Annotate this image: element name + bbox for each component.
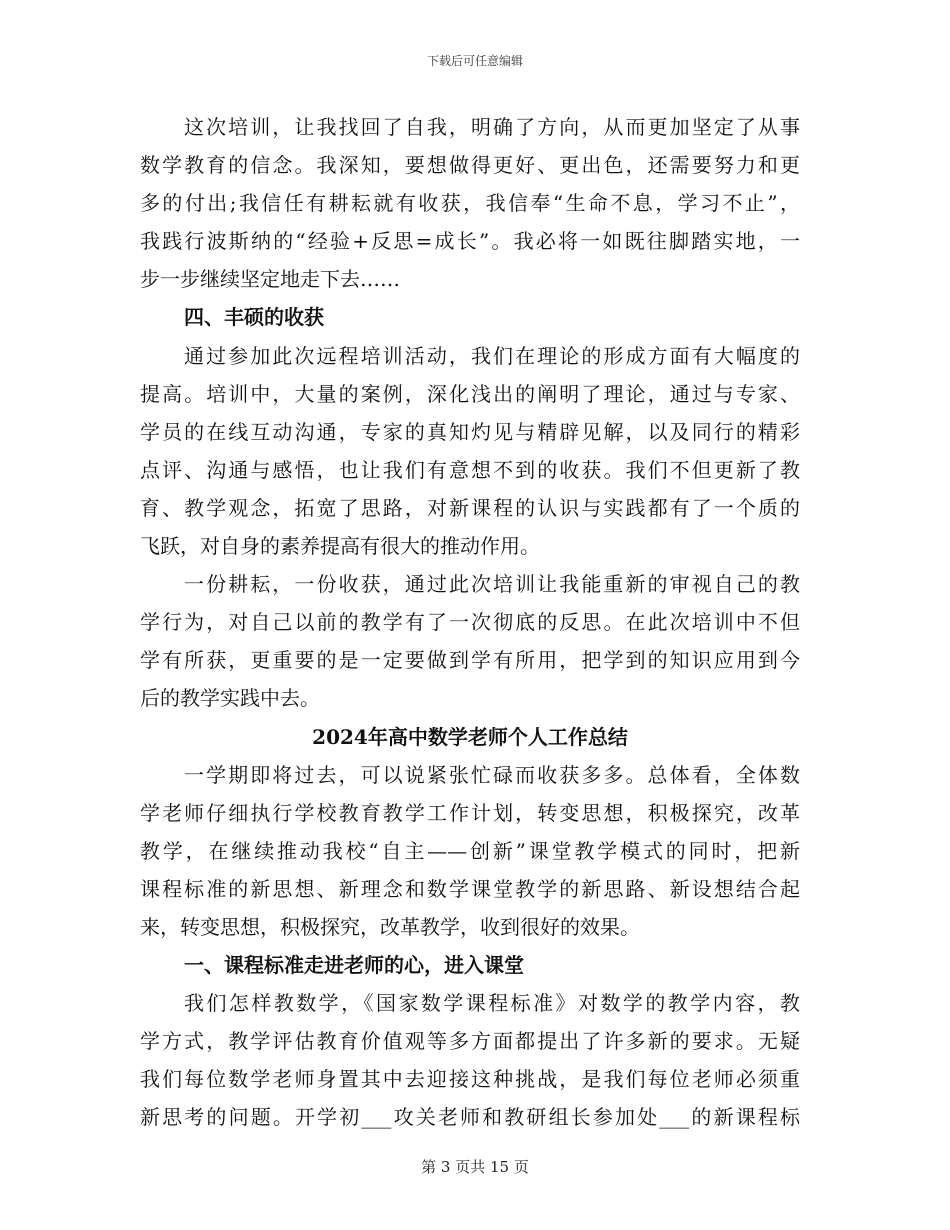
paragraph-line: 学行为，对自己以前的教学有了一次彻底的反思。在此次培训中不但 (140, 610, 800, 635)
document-title: 2024年高中数学老师个人工作总结 (312, 724, 628, 749)
paragraph-line: 我践行波斯纳的“经验+反思=成长”。我必将一如既往脚踏实地，一 (140, 229, 800, 254)
paragraph-line: 通过参加此次远程培训活动，我们在理论的形成方面有大幅度的 (184, 343, 800, 368)
section-heading: 四、丰硕的收获 (184, 305, 324, 330)
paragraph-line: 新思考的问题。开学初___攻关老师和教研组长参加处___的新课程标 (140, 1105, 800, 1130)
paragraph-line: 飞跃，对自身的素养提高有很大的推动作用。 (140, 534, 540, 559)
paragraph-line: 学老师仔细执行学校教育教学工作计划，转变思想，积极探究，改革 (140, 800, 800, 825)
paragraph-line: 课程标准的新思想、新理念和数学课堂教学的新思路、新设想结合起 (140, 876, 800, 901)
paragraph-line: 学方式，教学评估教育价值观等多方面都提出了许多新的要求。无疑 (140, 1029, 800, 1054)
section-heading: 一、课程标准走进老师的心，进入课堂 (184, 953, 524, 978)
paragraph-line: 提高。培训中，大量的案例，深化浅出的阐明了理论，通过与专家、 (140, 381, 800, 406)
page-footer: 第 3 页共 15 页 (421, 1158, 529, 1176)
paragraph-line: 学有所获，更重要的是一定要做到学有所用，把学到的知识应用到今 (140, 648, 800, 673)
paragraph-line: 学员的在线互动沟通，专家的真知灼见与精辟见解，以及同行的精彩 (140, 419, 800, 444)
paragraph-line: 一份耕耘，一份收获，通过此次培训让我能重新的审视自己的教 (184, 572, 800, 597)
paragraph-line: 一学期即将过去，可以说紧张忙碌而收获多多。总体看，全体数 (184, 762, 800, 787)
paragraph-line: 后的教学实践中去。 (140, 686, 320, 711)
paragraph-line: 这次培训，让我找回了自我，明确了方向，从而更加坚定了从事 (184, 115, 800, 139)
paragraph-line: 我们每位数学老师身置其中去迎接这种挑战，是我们每位老师必须重 (140, 1067, 800, 1092)
paragraph-line: 点评、沟通与感悟，也让我们有意想不到的收获。我们不但更新了教 (140, 457, 800, 482)
paragraph-line: 数学教育的信念。我深知，要想做得更好、更出色，还需要努力和更 (140, 153, 800, 178)
paragraph-line: 教学，在继续推动我校“自主——创新”课堂教学模式的同时，把新 (140, 838, 800, 863)
paragraph-line: 步一步继续坚定地走下去…… (140, 267, 400, 292)
page-header: 下载后可任意编辑 (426, 54, 523, 68)
paragraph-line: 我们怎样教数学，《国家数学课程标准》对数学的教学内容，教 (184, 991, 800, 1016)
document-body (140, 108, 800, 1137)
paragraph-line: 育、教学观念，拓宽了思路，对新课程的认识与实践都有了一个质的 (140, 495, 800, 520)
paragraph-line: 来，转变思想，积极探究，改革教学，收到很好的效果。 (140, 914, 640, 939)
paragraph-line: 多的付出;我信任有耕耘就有收获，我信奉“生命不息，学习不止”， (140, 191, 800, 216)
